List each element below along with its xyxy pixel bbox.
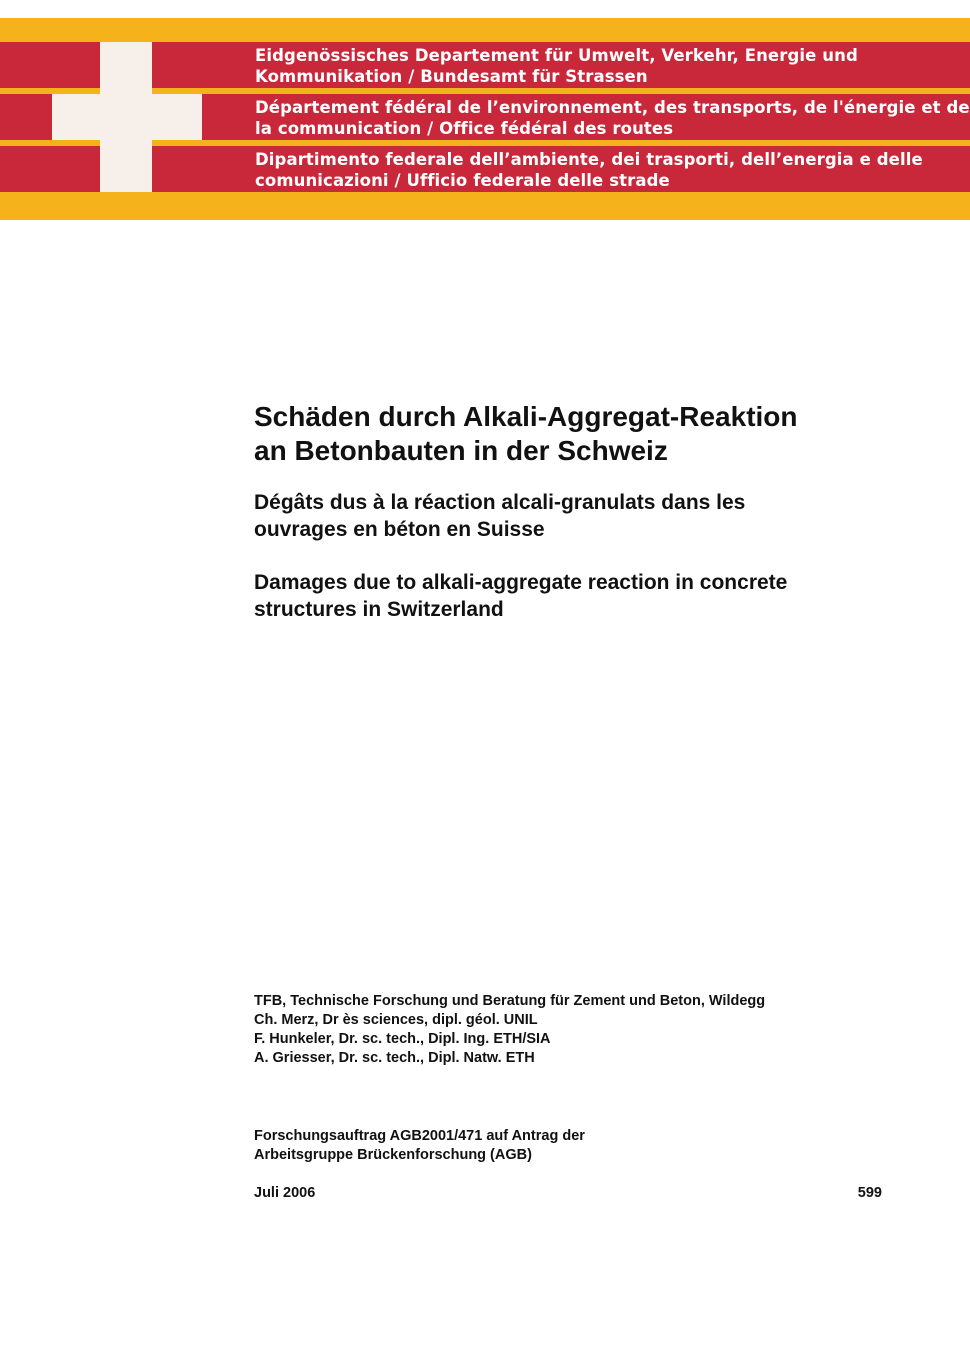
report-number: 599 [857, 1185, 882, 1201]
title-german-line1: Schäden durch Alkali-Aggregat-Reaktion [254, 401, 798, 432]
title-german [254, 400, 894, 468]
department-italian-line2: comunicazioni / Ufficio federale delle strade [255, 171, 670, 190]
department-name-german [255, 45, 955, 87]
author-entry: A. Griesser, Dr. sc. tech., Dipl. Natw. ETH [254, 1050, 535, 1066]
title-french-line1: Dégâts dus à la réaction alcali-granulats dans les [254, 491, 746, 514]
title-german-line2: an Betonbauten in der Schweiz [254, 435, 668, 466]
department-french-line1: Département fédéral de l’environnement, des transports, de l'énergie et de [255, 98, 970, 117]
department-french-line2: la communication / Office fédéral des routes [255, 119, 674, 138]
report-titles [254, 400, 894, 623]
title-french-line2: ouvrages en béton en Suisse [254, 518, 545, 541]
title-english [254, 569, 894, 623]
research-mandate [254, 1127, 894, 1165]
title-french [254, 489, 894, 543]
federal-banner [0, 18, 970, 220]
department-german-line2: Kommunikation / Bundesamt für Strassen [255, 67, 648, 86]
title-english-line2: structures in Switzerland [254, 598, 504, 621]
department-german-line1: Eidgenössisches Departement für Umwelt, Verkehr, Energie und [255, 46, 858, 65]
author-list [254, 992, 894, 1068]
author-entry: Ch. Merz, Dr ès sciences, dipl. géol. UNIL [254, 1012, 538, 1028]
research-mandate-line2: Arbeitsgruppe Brückenforschung (AGB) [254, 1147, 532, 1163]
author-institution: TFB, Technische Forschung und Beratung für Zement und Beton, Wildegg [254, 993, 766, 1009]
publication-date: Juli 2006 [254, 1185, 316, 1201]
author-entry: F. Hunkeler, Dr. sc. tech., Dipl. Ing. ETH/SIA [254, 1031, 551, 1047]
department-italian-line1: Dipartimento federale dell’ambiente, dei trasporti, dell’energia e delle [255, 150, 923, 169]
title-english-line1: Damages due to alkali-aggregate reaction in concrete [254, 571, 788, 594]
research-mandate-line1: Forschungsauftrag AGB2001/471 auf Antrag der [254, 1128, 585, 1144]
department-name-italian [255, 149, 955, 191]
swiss-cross-icon-bar [52, 94, 202, 140]
department-name-french [255, 97, 970, 139]
